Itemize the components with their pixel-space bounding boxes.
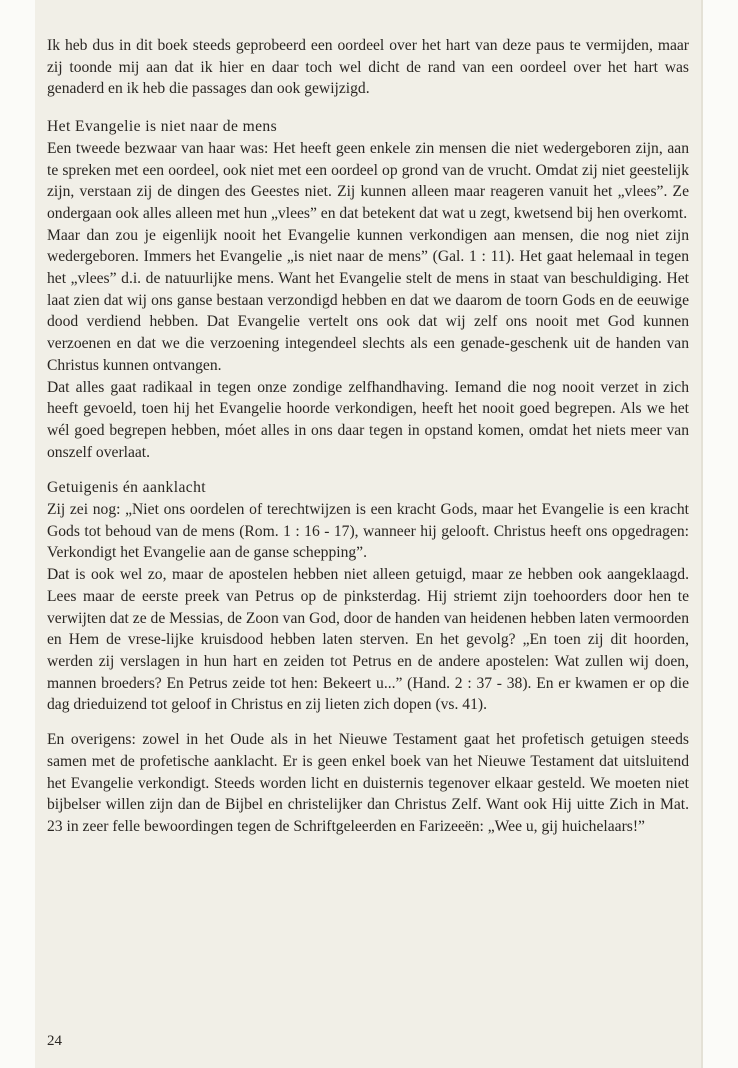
paragraph: Maar dan zou je eigenlijk nooit het Evangelie kunnen verkondigen aan mensen, die nog niet zijn wedergeboren. Immers het Evangelie „is niet naar de mens” (Gal. 1 : 11). Het gaat helemaal in tegen het „vlees” d.i. de natuurlijke mens. Want het Evangelie stelt de mens in staat van beschuldiging. Het laat zien dat wij ons ganse bestaan verzondigd hebben en dat we daarom de toorn Gods en de eeuwige dood verdiend hebben. Dat Evangelie vertelt ons ook dat wij zelf ons nooit met God kunnen verzoenen en dat we die verzoening integendeel slechts als een genade-geschenk uit de handen van Christus kunnen ontvangen. (47, 226, 689, 374)
page-number: 24 (47, 1033, 62, 1049)
section-heading-getuigenis: Getuigenis én aanklacht (47, 479, 207, 497)
book-page (35, 0, 703, 1068)
paragraph: Dat is ook wel zo, maar de apostelen hebben niet alleen getuigd, maar ze hebben ook aangeklaagd. Lees maar de eerste preek van Petrus op de pinksterdag. Hij striemt zijn toehoorders door hen te verwijten dat ze de Messias, de Zoon van God, door de handen van heidenen hebben laten vermoorden en Hem de vrese-lijke kruisdood hebben laten sterven. En het gevolg? „En toen zij dit hoorden, werden zij verslagen in hun hart en zeiden tot Petrus en de andere apostelen: Wat zullen wij doen, mannen broeders? En Petrus zeide tot hen: Bekeert u...” (Hand. 2 : 37 - 38). En er kwamen er op die dag drieduizend tot geloof in Christus en zij lieten zich dopen (vs. 41). (47, 566, 689, 714)
page-body (47, 35, 689, 838)
closing-paragraph: En overigens: zowel in het Oude als in het Nieuwe Testament gaat het profetisch getuigen steeds samen met de profetische aanklacht. Er is geen enkel boek van het Nieuwe Testament dat uitsluitend het Evangelie verkondigt. Steeds worden licht en duisternis tegenover elkaar gesteld. We moeten niet bijbelser willen zijn dan de Bijbel en christelijker dan Christus Zelf. Want ook Hij uitte Zich in Mat. 23 in zeer felle bewoordingen tegen de Schriftgeleerden en Farizeeën: „Wee u, gij huichelaars!” (47, 731, 689, 835)
intro-paragraph: Ik heb dus in dit boek steeds geprobeerd een oordeel over het hart van deze paus te vermijden, maar zij toonde mij aan dat ik hier en daar toch wel dicht de rand van een oordeel over het hart was genaderd en ik heb die passages dan ook gewijzigd. (47, 37, 689, 98)
paragraph: Zij zei nog: „Niet ons oordelen of terechtwijzen is een kracht Gods, maar het Evangelie is een kracht Gods tot behoud van de mens (Rom. 1 : 16 - 17), wanneer hij gelooft. Christus heeft ons opgedragen: Verkondigt het Evangelie aan de ganse schepping”. (47, 501, 689, 562)
paragraph: Dat alles gaat radikaal in tegen onze zondige zelfhandhaving. Iemand die nog nooit verzet in zich heeft gevoeld, toen hij het Evangelie hoorde verkondigen, heeft het nooit goed begrepen. Als we het wél goed begrepen hebben, móet alles in ons daar tegen in opstand komen, omdat het niets meer van onszelf overlaat. (47, 378, 689, 461)
paragraph: Een tweede bezwaar van haar was: Het heeft geen enkele zin mensen die niet wedergeboren zijn, aan te spreken met een oordeel, ook niet met een oordeel op grond van de vrucht. Omdat zij niet geestelijk zijn, verstaan zij de dingen des Geestes niet. Zij kunnen alleen maar reageren vanuit het „vlees”. Ze ondergaan ook alles alleen met hun „vlees” en dat betekent dat wat u zegt, kwetsend bij hen overkomt. (47, 139, 689, 222)
section-heading-evangelie: Het Evangelie is niet naar de mens (47, 118, 278, 136)
